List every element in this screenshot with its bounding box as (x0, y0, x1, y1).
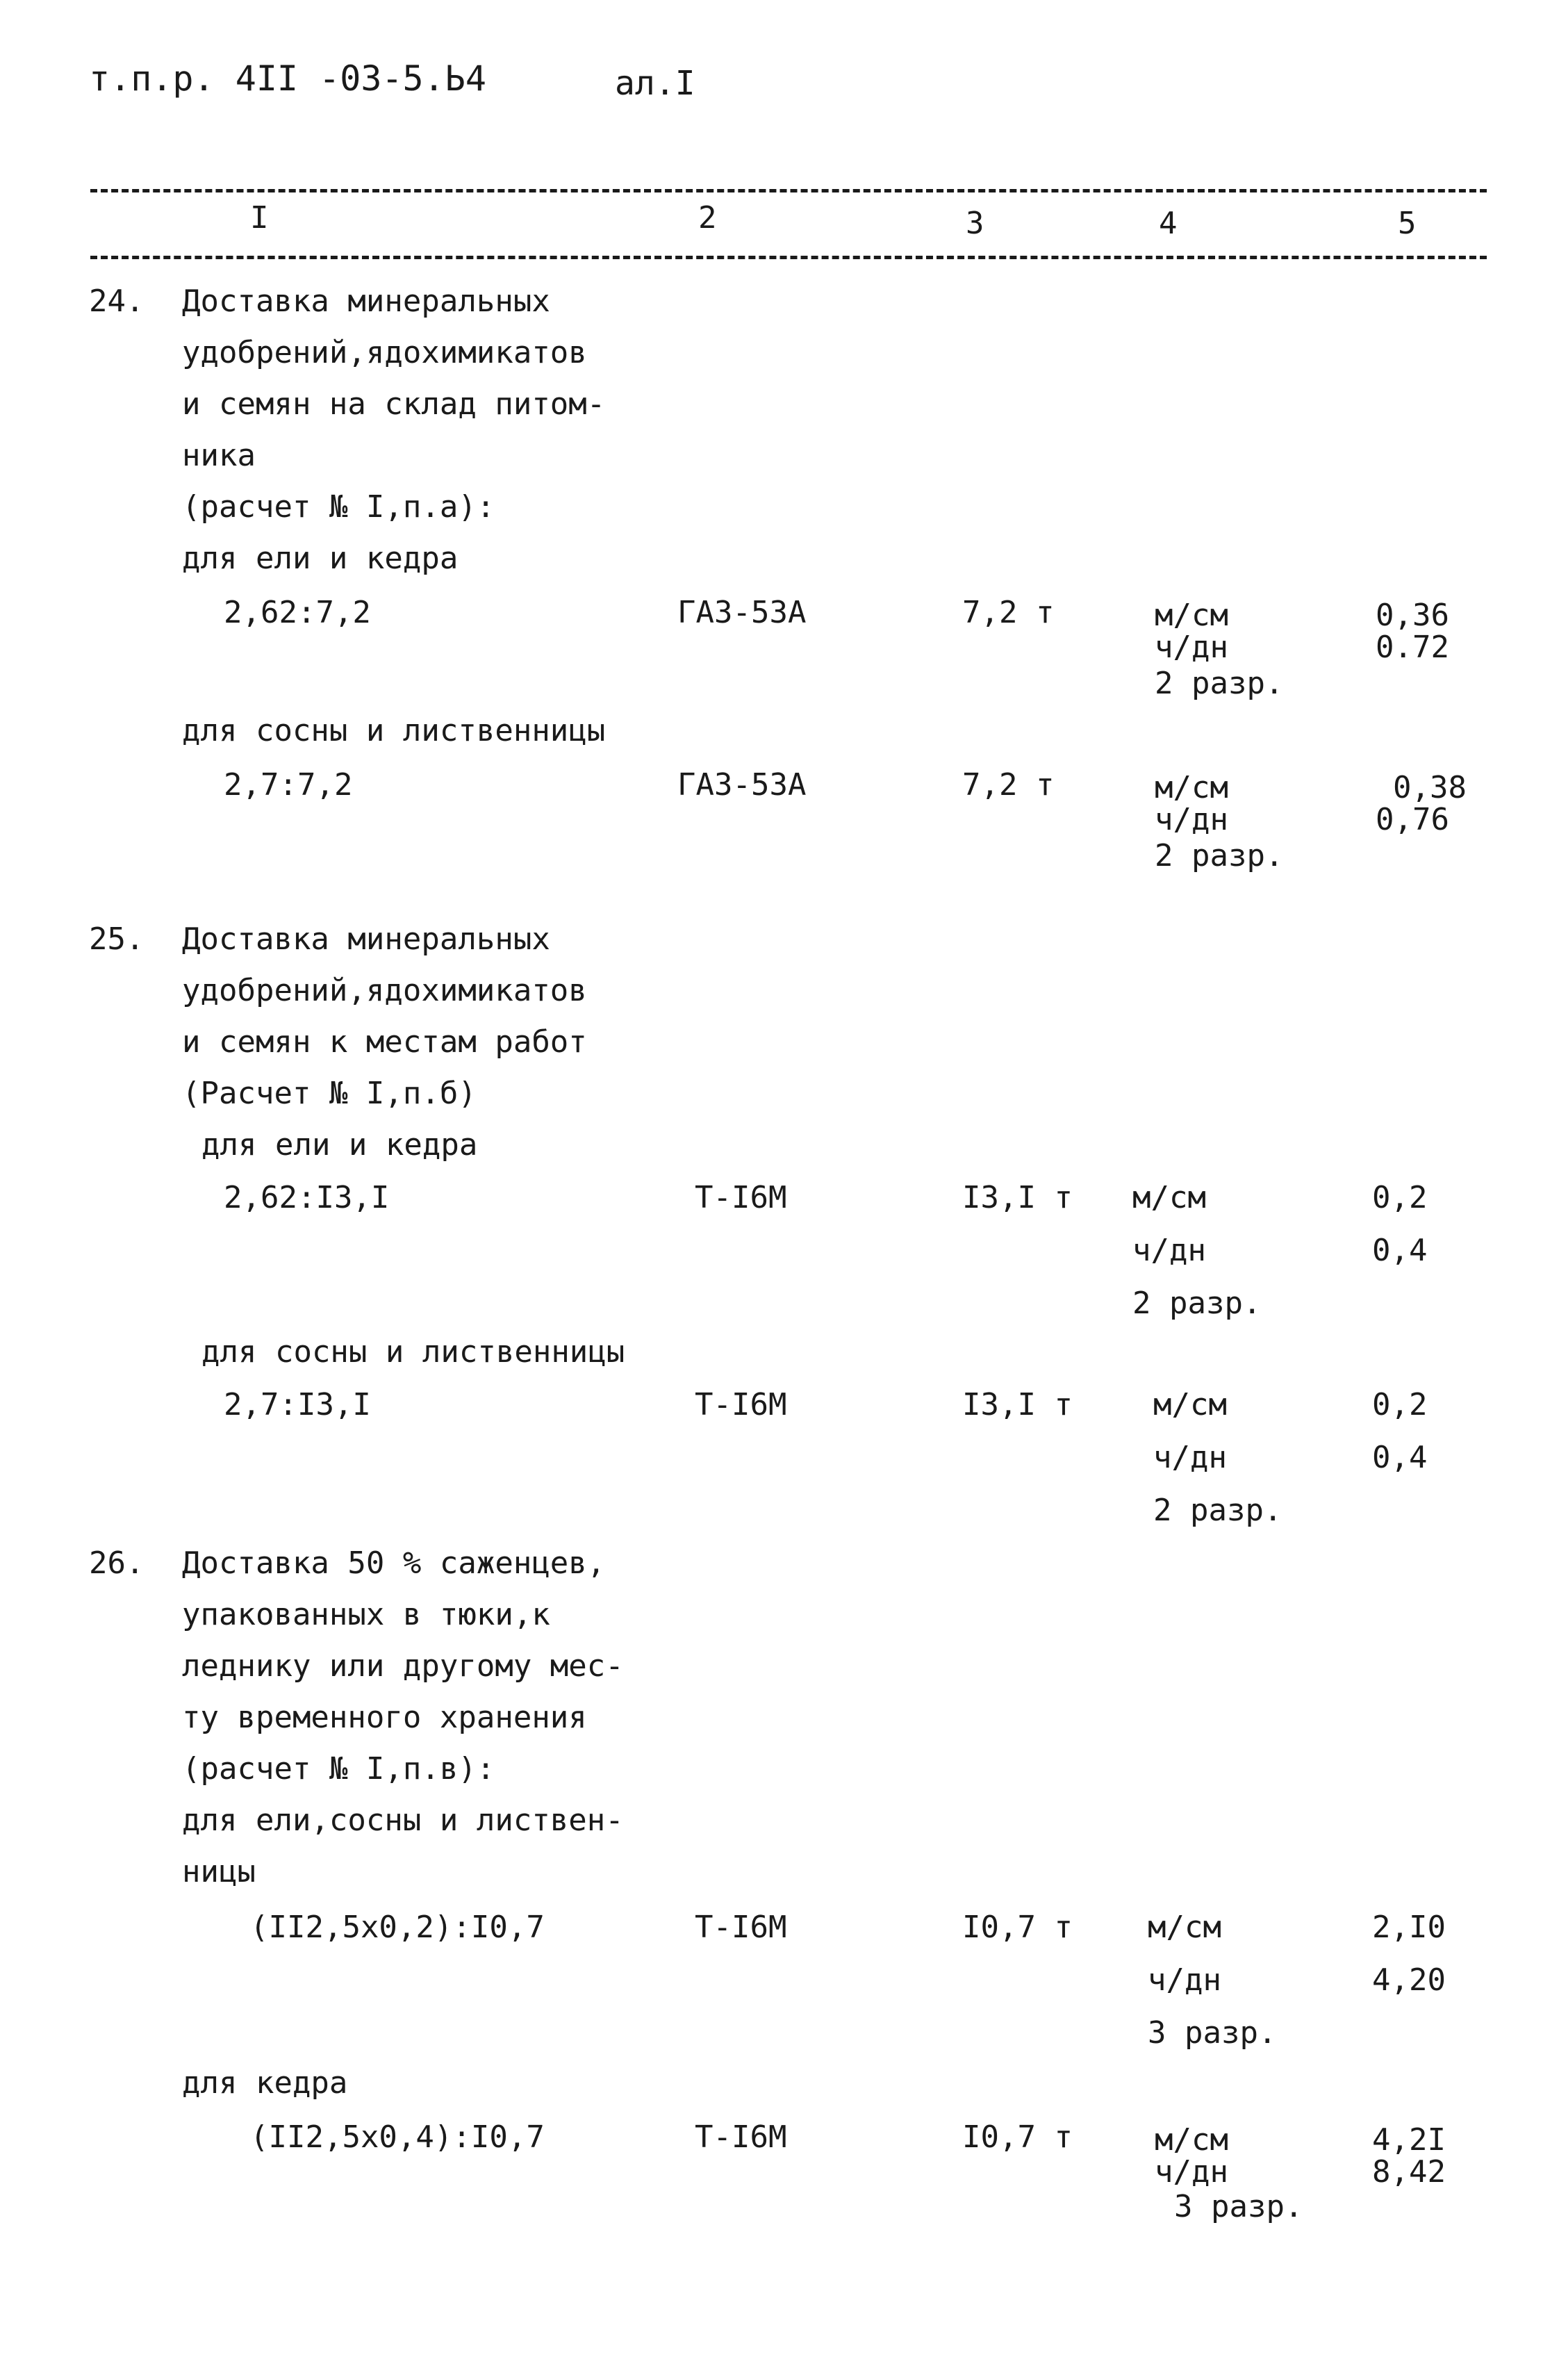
column-header-1: I (250, 200, 269, 236)
group-label: для сосны и лиственницы (201, 1334, 625, 1370)
table-header-rule (90, 256, 1487, 259)
item-number: 26. (89, 1545, 145, 1581)
group-capacity: I3,I т (962, 1180, 1073, 1215)
norm-value: 0,76 (1376, 802, 1449, 837)
unit-label: м/см (1132, 1180, 1206, 1215)
document-code: т.п.р. 4II -03-5.Ь4 (89, 58, 486, 99)
unit-label: ч/дн (1155, 802, 1228, 837)
unit-label: м/см (1153, 1387, 1227, 1422)
column-header-3: 3 (966, 206, 984, 241)
item-description-line: упакованных в тюки,к (182, 1597, 550, 1632)
column-header-4: 4 (1159, 206, 1178, 241)
group-label: для кедра (182, 2065, 348, 2101)
group-label: для сосны и лиственницы (182, 713, 606, 748)
group-formula: (II2,5х0,2):I0,7 (250, 1910, 545, 1945)
norm-value: 4,20 (1372, 1962, 1446, 1998)
group-label-continued: ницы (182, 1854, 256, 1889)
norm-value: 0,4 (1372, 1440, 1428, 1475)
unit-label: ч/дн (1132, 1233, 1206, 1268)
column-header-2: 2 (698, 200, 717, 236)
group-label: для ели и кедра (201, 1127, 478, 1163)
group-formula: 2,7:I3,I (224, 1387, 371, 1422)
norm-value: 0,2 (1372, 1387, 1428, 1422)
unit-label: ч/дн (1155, 630, 1228, 665)
norm-value: 0.72 (1376, 630, 1449, 665)
group-machine: Т-I6М (695, 2119, 787, 2155)
unit-label: м/см (1155, 598, 1228, 633)
unit-label: м/см (1148, 1910, 1221, 1945)
group-label: для ели,сосны и листвен- (182, 1803, 624, 1838)
item-description-line: и семян к местам работ (182, 1024, 587, 1060)
column-header-5: 5 (1398, 206, 1417, 241)
item-description-line: ника (182, 438, 256, 473)
group-machine: ГАЗ-53А (677, 767, 807, 803)
item-description-line: и семян на склад питом- (182, 386, 606, 422)
item-description-line: (расчет № I,п.в): (182, 1751, 495, 1787)
norm-value: 4,2I (1372, 2122, 1446, 2158)
item-description-line: Доставка 50 % саженцев, (182, 1545, 606, 1581)
item-description-line: (расчет № I,п.а): (182, 489, 495, 525)
norm-value: 2,I0 (1372, 1910, 1446, 1945)
group-machine: ГАЗ-53А (677, 595, 807, 630)
item-number: 24. (89, 284, 145, 319)
rank-label: 2 разр. (1155, 838, 1284, 873)
norm-value: 0,2 (1372, 1180, 1428, 1215)
item-description-line: леднику или другому мес- (182, 1648, 624, 1684)
group-capacity: I0,7 т (962, 1910, 1073, 1945)
group-formula: (II2,5х0,4):I0,7 (250, 2119, 545, 2155)
group-machine: Т-I6М (695, 1180, 787, 1215)
table-top-rule (90, 189, 1487, 192)
sheet-number: ал.I (615, 64, 695, 103)
rank-label: 3 разр. (1174, 2189, 1303, 2224)
unit-label: ч/дн (1148, 1962, 1221, 1998)
unit-label: ч/дн (1155, 2154, 1228, 2190)
item-description-line: ту временного хранения (182, 1700, 587, 1735)
norm-value: 0,4 (1372, 1233, 1428, 1268)
group-formula: 2,62:I3,I (224, 1180, 390, 1215)
item-number: 25. (89, 921, 145, 957)
unit-label: м/см (1155, 2122, 1228, 2158)
group-machine: Т-I6М (695, 1910, 787, 1945)
unit-label: ч/дн (1153, 1440, 1227, 1475)
item-description-line: Доставка минеральных (182, 284, 550, 319)
group-formula: 2,62:7,2 (224, 595, 371, 630)
rank-label: 2 разр. (1155, 666, 1284, 701)
group-capacity: I3,I т (962, 1387, 1073, 1422)
rank-label: 2 разр. (1132, 1286, 1262, 1321)
norm-value: 0,38 (1393, 770, 1467, 805)
group-capacity: I0,7 т (962, 2119, 1073, 2155)
group-label: для ели и кедра (182, 541, 459, 576)
norm-value: 8,42 (1372, 2154, 1446, 2190)
item-description-line: удобрений,ядохимикатов (182, 335, 587, 370)
group-capacity: 7,2 т (962, 767, 1055, 803)
group-formula: 2,7:7,2 (224, 767, 353, 803)
rank-label: 2 разр. (1153, 1493, 1282, 1528)
item-description-line: удобрений,ядохимикатов (182, 973, 587, 1008)
norm-value: 0,36 (1376, 598, 1449, 633)
group-machine: Т-I6М (695, 1387, 787, 1422)
item-description-line: (Расчет № I,п.б) (182, 1076, 477, 1111)
group-capacity: 7,2 т (962, 595, 1055, 630)
rank-label: 3 разр. (1148, 2015, 1277, 2051)
item-description-line: Доставка минеральных (182, 921, 550, 957)
unit-label: м/см (1155, 770, 1228, 805)
